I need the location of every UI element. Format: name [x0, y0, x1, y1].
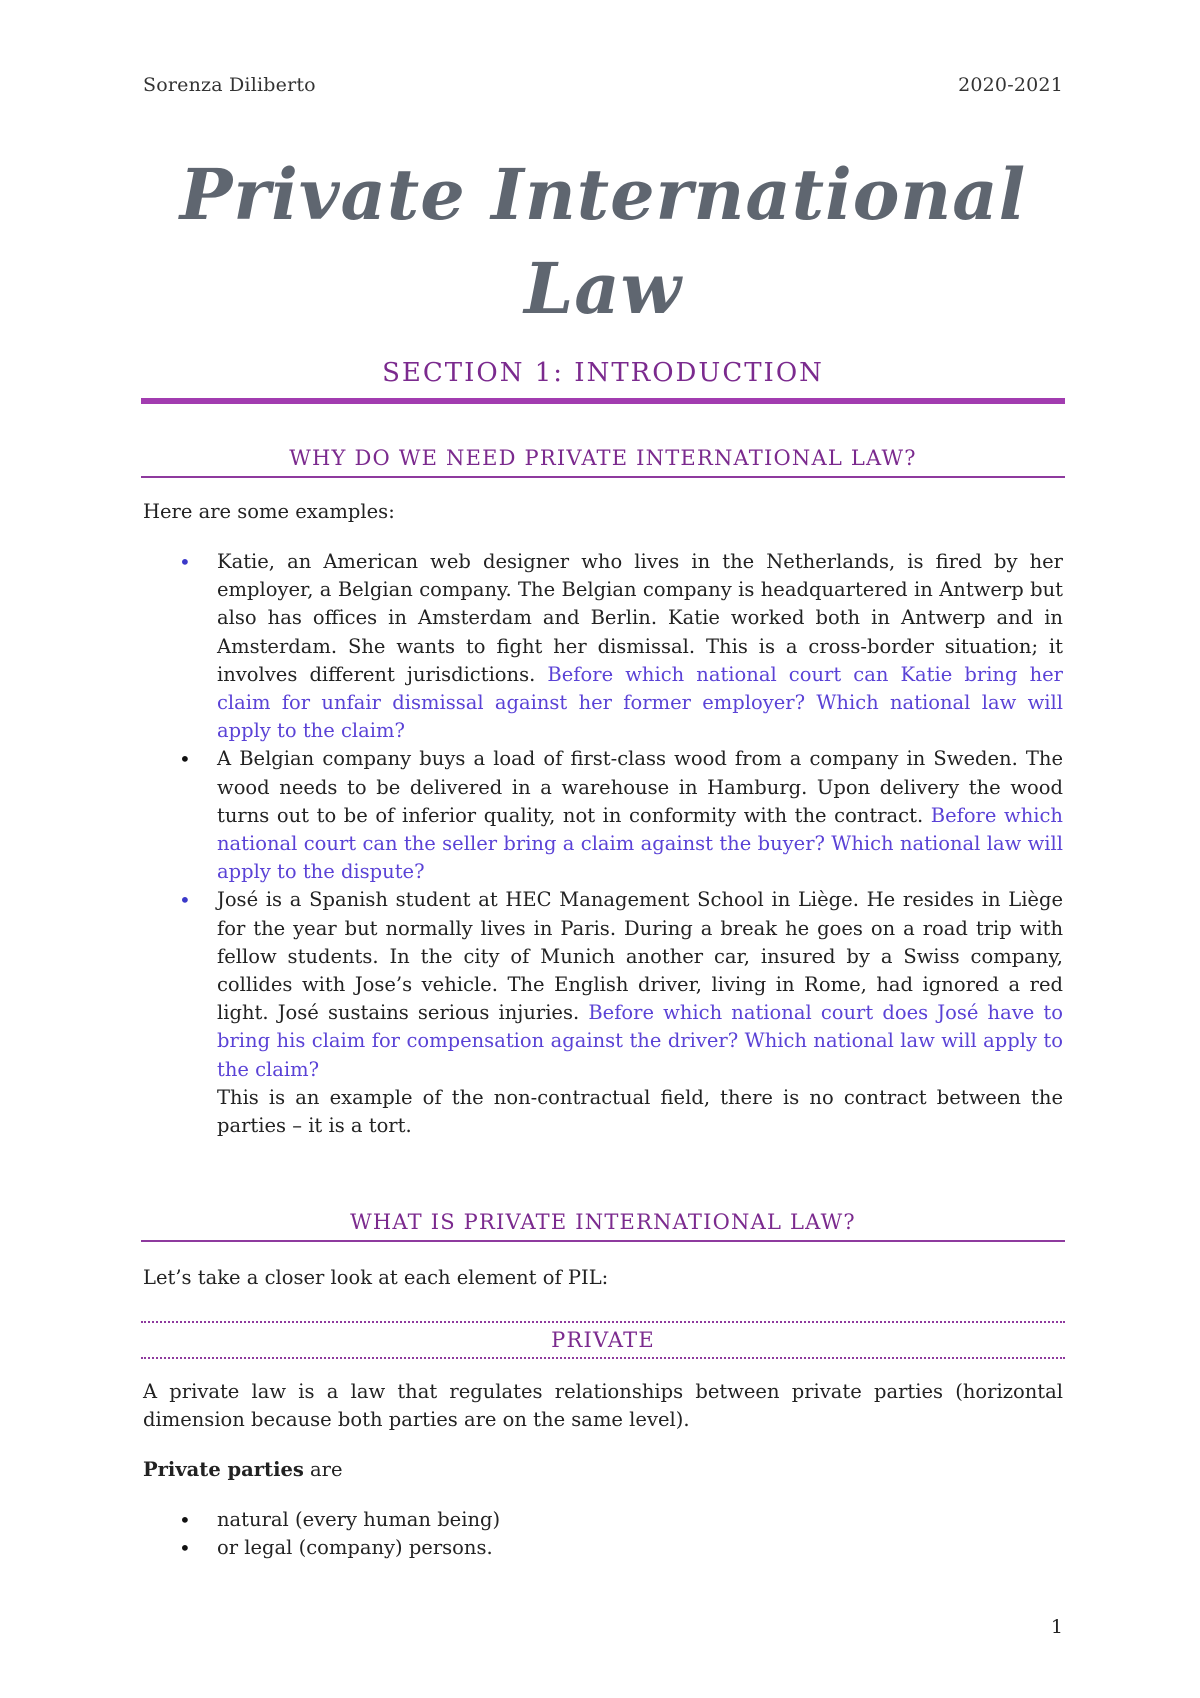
- section-heading: SECTION 1: INTRODUCTION: [382, 358, 824, 388]
- private-parties-rest: are: [303, 1458, 343, 1481]
- private-party-text: natural (every human being): [217, 1508, 501, 1531]
- private-definition: A private law is a law that regulates relationships between private parties (horizontal dimension because both parties are on the same level).: [143, 1380, 1063, 1431]
- private-parties-term: Private parties: [143, 1458, 304, 1481]
- bullet-icon: •: [179, 1536, 191, 1561]
- private-heading: PRIVATE: [551, 1328, 655, 1352]
- example-item: [143, 886, 1063, 1140]
- bullet-icon: •: [179, 888, 191, 913]
- example-question: Before which national court can the seller bring a claim against the buyer? Which national law will apply to the dispute?: [217, 803, 1063, 884]
- section-divider: [141, 398, 1065, 404]
- document-title: [143, 148, 1063, 336]
- example-note: This is an example of the non-contractual field, there is no contract between the parties – it is a tort.: [217, 1085, 1063, 1138]
- header-year: 2020-2021: [958, 74, 1063, 96]
- what-heading: WHAT IS PRIVATE INTERNATIONAL LAW?: [350, 1210, 856, 1234]
- example-text: Katie, an American web designer who lives in the Netherlands, is fired by her employer, a Belgian company. The Belgian company is headquartered in Antwerp but also has offices in Amsterdam and Berlin. Katie worked both in Antwerp and in Amsterdam. She wants to fight her dismissal. This is a cross-border situation; it involves different jurisdictions.: [217, 550, 1063, 686]
- bullet-icon: •: [179, 550, 191, 574]
- example-text: A Belgian company buys a load of first-class wood from a company in Sweden. The wood needs to be delivered in a warehouse in Hamburg. Upon delivery the wood turns out to be of inferior quality, not in conformity with the contract.: [217, 747, 1063, 827]
- bullet-icon: •: [179, 747, 191, 772]
- why-heading-underline: [141, 476, 1065, 478]
- example-text: José is a Spanish student at HEC Management School in Liège. He resides in Liège for the year but normally lives in Paris. During a break he goes on a road trip with fellow students. In the city of Munich another car, insured by a Swiss company, collides with Jose’s vehicle. The English driver, living in Rome, had ignored a red light. José sustains serious injuries.: [217, 888, 1063, 1025]
- bullet-icon: •: [179, 1508, 191, 1532]
- private-parties-line: [143, 1456, 1063, 1484]
- example-item: [143, 745, 1063, 886]
- examples-list: [143, 548, 1063, 1140]
- private-rule-top: [141, 1321, 1065, 1323]
- why-heading: WHY DO WE NEED PRIVATE INTERNATIONAL LAW?: [289, 446, 917, 470]
- what-intro: Let’s take a closer look at each element of PIL:: [143, 1266, 609, 1289]
- what-heading-underline: [141, 1240, 1065, 1242]
- private-party-text: or legal (company) persons.: [217, 1536, 493, 1560]
- private-party-item: [143, 1506, 1063, 1534]
- private-party-item: [143, 1534, 1063, 1562]
- title-line-1: Private International: [179, 153, 1027, 236]
- example-question: Before which national court does José have to bring his claim for compensation against the driver? Which national law will apply to the claim?: [217, 1001, 1063, 1081]
- private-parties-list: [143, 1506, 1063, 1562]
- why-intro: Here are some examples:: [143, 500, 395, 523]
- private-rule-bottom: [141, 1357, 1065, 1359]
- example-item: [143, 548, 1063, 745]
- example-question: Before which national court can Katie bring her claim for unfair dismissal against her former employer? Which national law will apply to the claim?: [217, 662, 1063, 743]
- page-number: 1: [1050, 1616, 1063, 1638]
- header-author: Sorenza Diliberto: [143, 74, 316, 96]
- title-line-2: Law: [524, 247, 682, 330]
